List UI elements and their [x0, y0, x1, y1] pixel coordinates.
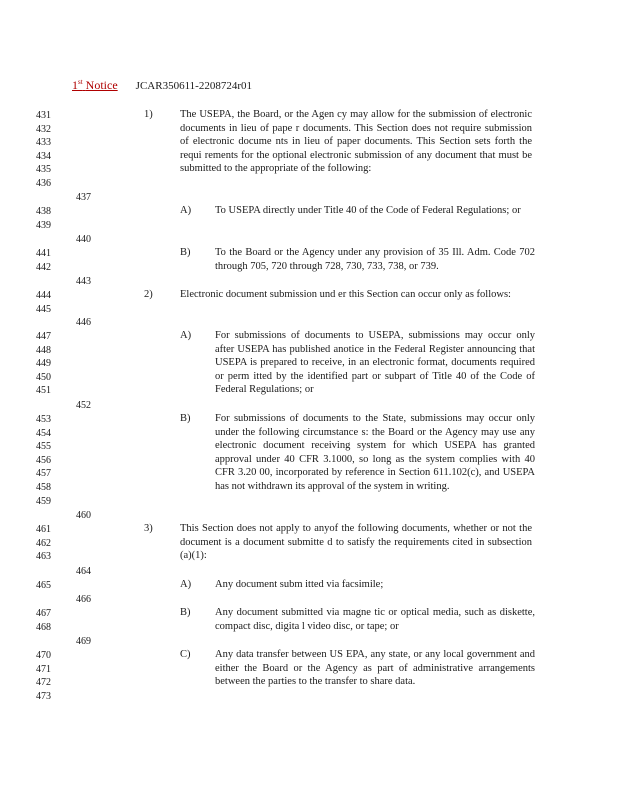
line-number: 431	[36, 110, 51, 121]
item-text: For submissions of documents to the State, submissions may occur only under the following circumstance s: the Board or the Agency may use any electronic document receiving system for which USEPA has granted approval under 40 CFR 3.1000, so long as the system complies with 40 CFR 3.20 00, incorporated by reference in Section 611.102(c), and USEPA has not withdrawn its approval of the system in writing.	[215, 413, 535, 492]
line-number: 433	[36, 137, 51, 149]
line-number: 463	[36, 551, 51, 563]
item-marker: C)	[180, 649, 191, 660]
notice-label: 1st Notice	[72, 78, 118, 92]
line-number: 456	[36, 454, 51, 466]
line-number: 472	[36, 677, 51, 689]
line-number: 468	[36, 621, 51, 633]
item-marker: A)	[180, 205, 192, 216]
line-number: 434	[36, 150, 51, 162]
line-number: 439	[36, 219, 51, 231]
line-number: 457	[36, 468, 51, 480]
line-number: 466	[76, 594, 91, 605]
item-marker: A)	[180, 579, 192, 590]
line-number: 461	[36, 524, 51, 535]
line-number: 448	[36, 344, 51, 356]
line-number: 441	[36, 248, 51, 259]
line-number: 467	[36, 608, 51, 619]
line-number: 432	[36, 123, 51, 135]
line-number: 470	[36, 650, 51, 661]
item-text: Any data transfer between US EPA, any state, or any local government and either the Board or the Agency as part of administrative arrangements between the parties to the transfer to share data.	[215, 649, 535, 688]
line-number: 473	[36, 690, 51, 702]
line-number: 436	[36, 178, 51, 189]
item-text: Any document submitted via magne tic or optical media, such as diskette, compact disc, digita l video disc, or tape; or	[215, 607, 535, 632]
item-marker: A)	[180, 330, 192, 341]
subsection-marker: 3)	[144, 523, 153, 534]
page-header	[72, 78, 252, 93]
line-number: 446	[76, 317, 91, 328]
subsection-text: Electronic document submission und er this Section can occur only as follows:	[180, 289, 511, 300]
line-number: 449	[36, 358, 51, 370]
item-text: To the Board or the Agency under any provision of 35 Ill. Adm. Code 702 through 705, 720 through 728, 730, 733, 738, or 739.	[215, 247, 535, 272]
line-number: 459	[36, 495, 51, 507]
item-text: Any document subm itted via facsimile;	[215, 579, 384, 590]
line-number: 464	[76, 566, 91, 577]
line-number: 460	[76, 510, 91, 521]
item-text: To USEPA directly under Title 40 of the Code of Federal Regulations; or	[215, 205, 521, 216]
item-marker: B)	[180, 247, 191, 258]
line-number: 451	[36, 385, 51, 397]
line-number: 453	[36, 414, 51, 425]
subsection-marker: 2)	[144, 289, 153, 300]
line-number: 452	[76, 400, 91, 411]
line-number: 471	[36, 663, 51, 675]
line-number: 454	[36, 427, 51, 439]
subsection-text: The USEPA, the Board, or the Agen cy may allow for the submission of electronic documents in lieu of pape r documents. This Section does not require submission of electronic docume nts in lieu of paper documents. This Section sets forth the requi rements for the optional electronic submission of any document that must be submitted to the appropriate of the following:	[180, 109, 532, 175]
line-number: 469	[76, 636, 91, 647]
line-number: 437	[76, 192, 91, 203]
line-number: 442	[36, 261, 51, 273]
line-number: 455	[36, 441, 51, 453]
document-id: JCAR350611-2208724r01	[135, 80, 252, 92]
line-number: 435	[36, 164, 51, 176]
item-marker: B)	[180, 413, 191, 424]
line-number: 443	[76, 276, 91, 287]
line-number: 462	[36, 537, 51, 549]
item-marker: B)	[180, 607, 191, 618]
line-number: 447	[36, 331, 51, 342]
line-number: 450	[36, 371, 51, 383]
line-number: 458	[36, 482, 51, 493]
line-number: 444	[36, 290, 51, 301]
line-number: 438	[36, 206, 51, 217]
subsection-marker: 1)	[144, 109, 153, 120]
item-text: For submissions of documents to USEPA, submissions may occur only after USEPA has published anotice in the Federal Register announcing that USEPA is prepared to receive, in an electronic format, documents required or perm itted by the identified part or subpart of Title 40 of the Code of Federal Regulations; or	[215, 330, 535, 396]
line-number: 445	[36, 303, 51, 315]
line-number: 440	[76, 234, 91, 245]
subsection-text: This Section does not apply to anyof the following documents, whether or not the document is a document submitte d to satisfy the requirements cited in subsection (a)(1):	[180, 523, 532, 562]
line-number: 465	[36, 580, 51, 591]
